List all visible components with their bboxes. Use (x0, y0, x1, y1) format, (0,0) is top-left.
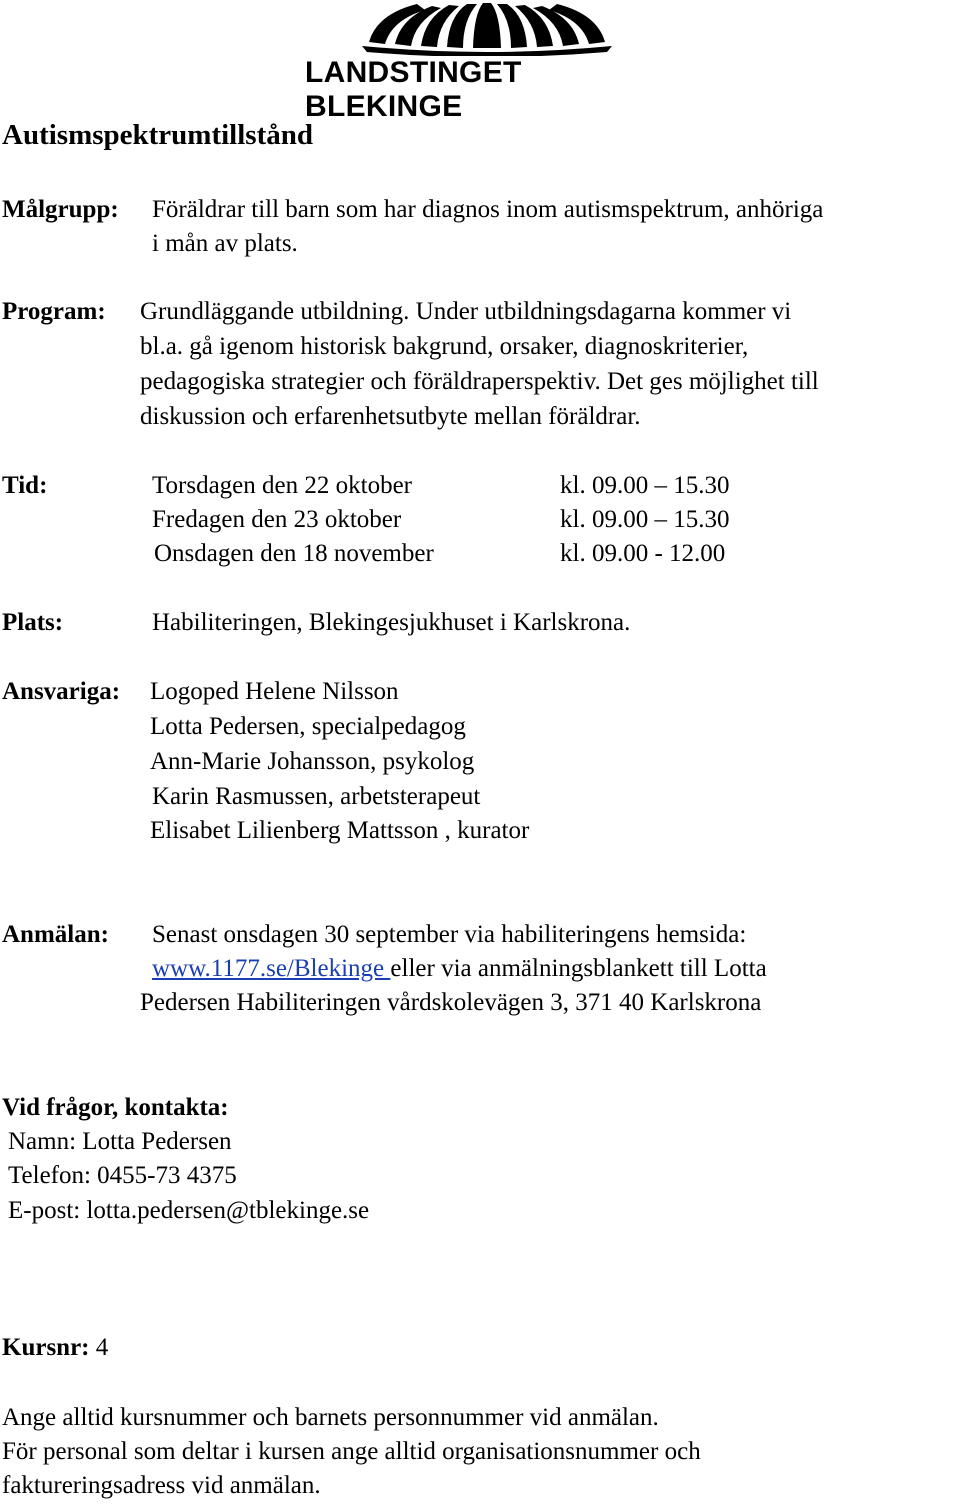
malgrupp-line-2: i mån av plats. (152, 230, 298, 257)
program-line-1: Grundläggande utbildning. Under utbildningsdagarna kommer vi (140, 298, 792, 325)
tid-time-2: kl. 09.00 – 15.30 (560, 506, 730, 533)
anmalan-line-2-rest: eller via anmälningsblankett till Lotta (390, 955, 767, 982)
tid-time-3: kl. 09.00 - 12.00 (560, 540, 726, 567)
anmalan-line-3: Pedersen Habiliteringen vårdskolevägen 3, 371 40 Karlskrona (140, 989, 762, 1016)
program-line-4: diskussion och erfarenhetsutbyte mellan föräldrar. (140, 403, 641, 430)
ansvariga-person-2: Lotta Pedersen, specialpedagog (150, 713, 466, 740)
ansvariga-person-4: Karin Rasmussen, arbetsterapeut (152, 783, 481, 810)
kursnr-label: Kursnr: (2, 1334, 90, 1361)
plats-value: Habiliteringen, Blekingesjukhuset i Karlskrona. (152, 609, 631, 636)
kursnr (2, 1333, 108, 1363)
program-line-2: bl.a. gå igenom historisk bakgrund, orsaker, diagnoskriterier, (140, 333, 749, 360)
malgrupp-line-1: Föräldrar till barn som har diagnos inom autismspektrum, anhöriga (152, 196, 824, 223)
logo (305, 0, 670, 123)
tid-day-2: Fredagen den 23 oktober (152, 506, 402, 533)
kontakt-heading: Vid frågor, kontakta: (2, 1094, 229, 1121)
logo-name: LANDSTINGET BLEKINGE (305, 56, 522, 123)
program-label: Program: (2, 298, 106, 325)
ansvariga-label: Ansvariga: (2, 678, 121, 705)
tid-label: Tid: (2, 472, 48, 499)
ansvariga-person-3: Ann-Marie Johansson, psykolog (150, 748, 475, 775)
plats-label: Plats: (2, 609, 64, 636)
ansvariga-person-1: Logoped Helene Nilsson (150, 678, 399, 705)
tid-day-1: Torsdagen den 22 oktober (152, 472, 412, 499)
anmalan-line-2 (152, 954, 767, 984)
kursnr-value: 4 (89, 1334, 109, 1361)
malgrupp-label: Målgrupp: (2, 196, 119, 223)
anmalan-label: Anmälan: (2, 921, 109, 948)
kontakt-namn: Namn: Lotta Pedersen (8, 1128, 232, 1155)
ship-fan-logo-icon (305, 0, 670, 56)
tid-time-1: kl. 09.00 – 15.30 (560, 472, 730, 499)
tid-day-3: Onsdagen den 18 november (154, 540, 434, 567)
footer-line-2: För personal som deltar i kursen ange alltid organisationsnummer och (2, 1438, 701, 1465)
page-title: Autismspektrumtillstånd (2, 119, 313, 151)
ansvariga-person-5: Elisabet Lilienberg Mattsson , kurator (150, 817, 530, 844)
footer-line-3: faktureringsadress vid anmälan. (2, 1472, 321, 1499)
kontakt-telefon: Telefon: 0455-73 4375 (8, 1162, 237, 1189)
program-line-3: pedagogiska strategier och föräldraperspektiv. Det ges möjlighet till (140, 368, 819, 395)
kontakt-epost: E-post: lotta.pedersen@tblekinge.se (8, 1197, 370, 1224)
anmalan-line-1: Senast onsdagen 30 september via habiliteringens hemsida: (152, 921, 747, 948)
hemsida-link[interactable]: www.1177.se/Blekinge (152, 955, 391, 982)
footer-line-1: Ange alltid kursnummer och barnets personnummer vid anmälan. (2, 1404, 659, 1431)
